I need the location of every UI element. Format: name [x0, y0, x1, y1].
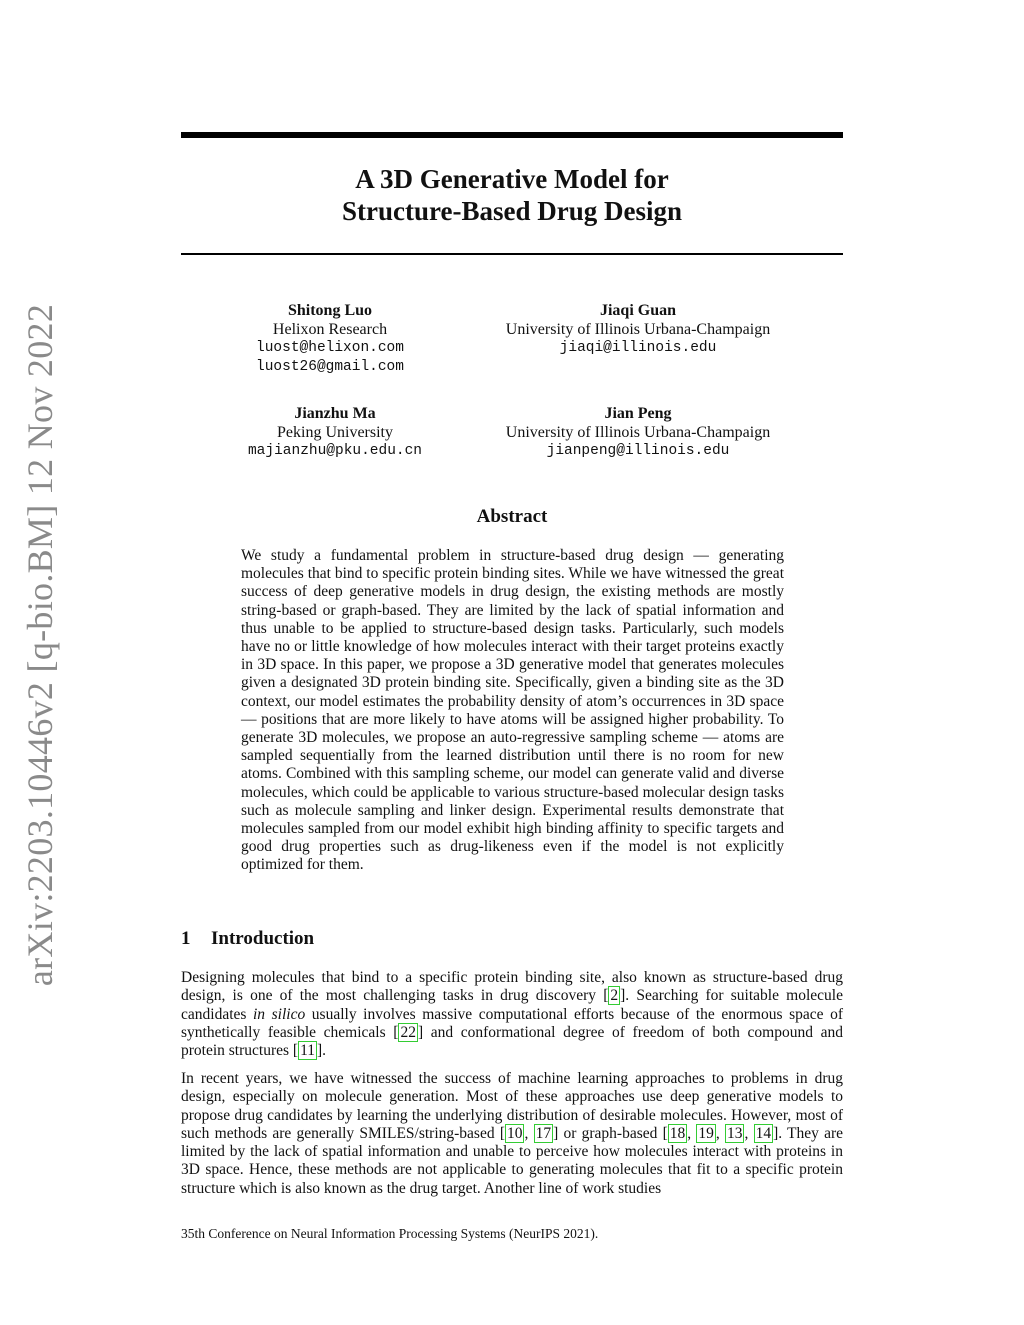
paragraph-text: ] or graph-based [ [553, 1124, 668, 1142]
arxiv-identifier-text: arXiv:2203.10446v2 [q-bio.BM] 12 Nov 2022 [20, 303, 61, 987]
abstract-heading: Abstract [476, 506, 548, 527]
citation-link[interactable]: 22 [400, 1023, 416, 1041]
author-email[interactable]: luost@helixon.com [256, 340, 404, 356]
author-affiliation: Helixon Research [272, 321, 388, 338]
author-email[interactable]: luost26@gmail.com [256, 359, 404, 375]
author-affiliation: University of Illinois Urbana-Champaign [505, 321, 771, 338]
conference-footnote: 35th Conference on Neural Information Processing Systems (NeurIPS 2021). [181, 1226, 599, 1241]
author-block [478, 404, 798, 461]
author-affiliation: Peking University [277, 424, 393, 441]
paragraph-text: ]. [317, 1042, 327, 1060]
citation-link[interactable]: 19 [698, 1124, 714, 1142]
paragraph-text: ]. They are limited by the lack of spatial information and unable to perceive how molecules interact with proteins in 3D space. Hence, these methods are not applicable to generating molecules that fit to a specific protein structure which is also known as the drug target. Another line of work studies [181, 1124, 844, 1197]
section-number: 1 [181, 928, 191, 949]
paper-title [181, 163, 843, 227]
paragraph-text: ]. Searching for suitable molecule candidates [181, 987, 843, 1023]
abstract-body: We study a fundamental problem in structure-based drug design — generating molecules that bind to specific protein binding sites. While we have witnessed the great success of deep generative models in drug design, the existing methods are mostly string-based or graph-based. They are limited by the lack of spatial information and thus unable to be applied to structure-based design tasks. Particularly, such models have no or little knowledge of how molecules interact with their target proteins exactly in 3D space. In this paper, we propose a 3D generative model that generates molecules given a designated 3D protein binding site. Specifically, given a binding site as the 3D context, our model estimates the probability density of atom’s occurrences in 3D space — positions that are more likely to have atoms will be assigned higher probability. To generate 3D molecules, we propose an auto-regressive sampling scheme — atoms are sampled sequentially from the learned distribution until there is no room for new atoms. Combined with this sampling scheme, our model can generate valid and diverse molecules, which could be applicable to various structure-based molecular design tasks such as molecule sampling and linker design. Experimental results demonstrate that molecules sampled from our model exhibit high binding affinity to specific targets and good drug properties such as drug-likeness even if the model is not explicitly optimized for them. [241, 547, 784, 874]
paragraph-text: In recent years, we have witnessed the success of machine learning approaches to problems in drug design, especially on molecule generation. Most of these approaches use deep generative models to propose drug candidates by learning the underlying distribution of desirable molecules. However, most of such methods are generally SMILES/string-based [ [181, 1070, 843, 1142]
title-line-2: Structure-Based Drug Design [342, 196, 682, 226]
title-bottom-rule [181, 253, 843, 255]
title-top-rule [181, 132, 843, 138]
author-name: Jiaqi Guan [599, 302, 677, 319]
italic-term: in silico [253, 1005, 306, 1023]
citation-link[interactable]: 18 [669, 1124, 686, 1142]
author-name: Jianzhu Ma [294, 405, 376, 422]
paragraph-text: Designing molecules that bind to a specific protein binding site, also known as structure-based drug design, is one of the most challenging tasks in drug discovery [ [181, 969, 843, 1005]
citation-separator: , [524, 1124, 534, 1142]
citation-link[interactable]: 14 [755, 1124, 772, 1142]
section-title: Introduction [211, 928, 315, 949]
author-name: Jian Peng [604, 405, 672, 422]
arxiv-identifier-stamp [18, 303, 62, 987]
intro-paragraph-1 [181, 969, 843, 1060]
citation-link[interactable]: 2 [610, 987, 619, 1005]
author-affiliation: University of Illinois Urbana-Champaign [505, 424, 771, 441]
author-block [230, 404, 440, 461]
author-email[interactable]: jiaqi@illinois.edu [559, 340, 717, 356]
citation-separator: , [687, 1124, 697, 1142]
citation-link[interactable]: 13 [726, 1124, 743, 1142]
citation-link[interactable]: 10 [506, 1124, 523, 1142]
author-email[interactable]: majianzhu@pku.edu.cn [247, 443, 423, 459]
citation-separator: , [744, 1124, 754, 1142]
paragraph-text: ] and conformational degree of freedom of both compound and protein structures [ [181, 1023, 843, 1060]
citation-link[interactable]: 11 [300, 1042, 316, 1060]
title-line-1: A 3D Generative Model for [355, 164, 669, 194]
author-block [230, 301, 430, 377]
citation-separator: , [715, 1124, 725, 1142]
citation-link[interactable]: 17 [535, 1124, 552, 1142]
author-email[interactable]: jianpeng@illinois.edu [546, 443, 730, 459]
author-block [478, 301, 798, 358]
paragraph-text: usually involves massive computational efforts because of the enormous space of synthetically feasible chemicals [ [181, 1005, 843, 1041]
intro-paragraph-2 [181, 1070, 843, 1198]
section-heading-introduction [181, 928, 314, 950]
author-name: Shitong Luo [287, 302, 373, 319]
